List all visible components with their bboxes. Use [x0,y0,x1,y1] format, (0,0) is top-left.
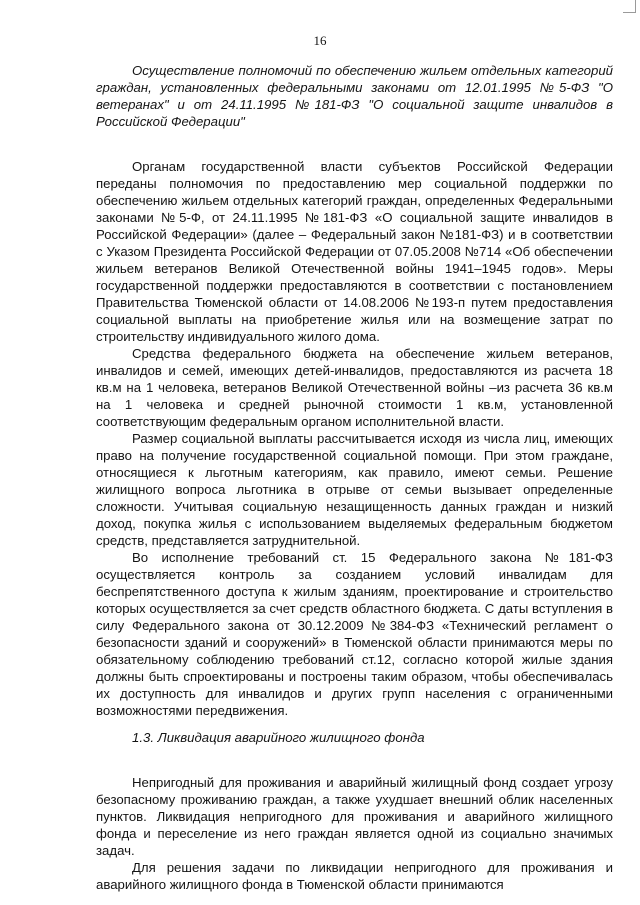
scan-corner-mark [623,0,636,13]
paragraph: Органам государственной власти субъектов Российской Федерации переданы полномочия по предоставлению мер социальной поддержки по обеспечению жильем отдельных категорий граждан, определенных Федеральными законами №5-Ф, от 24.11.1995 №181-ФЗ «О социальной защите инвалидов в Российской Федерации» (далее – Федеральный закон №181-ФЗ) и в соответствии с Указом Президента Российской Федерации от 07.05.2008 №714 «Об обеспечении жильем ветеранов Великой Отечественной войны 1941–1945 годов». Меры государственной поддержки предоставляются в соответствии с постановлением Правительства Тюменской области от 14.08.2006 №193-п путем предоставления социальной выплаты на приобретение жилья или на возмещение затрат по строительству индивидуального жилого дома. [96,159,613,344]
spacer [96,130,613,158]
paragraph: Размер социальной выплаты рассчитывается исходя из числа лиц, имеющих право на получение государственной социальной помощи. При этом граждане, относящиеся к льготным категориям, как правило, имеют семьи. Решение жилищного вопроса льготника в отрыве от семьи вызывает определенные сложности. Учитывая социальную незащищенность данных граждан и низкий доход, покупка жилья с использованием выделяемых федеральным бюджетом средств, представляется затруднительной. [96,431,613,548]
page-number: 16 [313,33,327,48]
spacer [96,746,613,774]
page-content [96,62,613,893]
paragraph: Непригодный для проживания и аварийный жилищный фонд создает угрозу безопасному проживанию граждан, а также ухудшает внешний облик населенных пунктов. Ликвидация непригодного для проживания и аварийного жилищного фонда и переселение из него граждан является одной из социально значимых задач. [96,775,613,858]
section-heading: Осуществление полномочий по обеспечению жильем отдельных категорий граждан, установленных федеральными законами от 12.01.1995 №5-ФЗ "О ветеранах" и от 24.11.1995 №181-ФЗ "О социальной защите инвалидов в Российской Федерации" [96,63,613,129]
subsection-heading: 1.3. Ликвидация аварийного жилищного фонда [132,730,425,745]
spacer [96,719,613,729]
paragraph: Средства федерального бюджета на обеспечение жильем ветеранов, инвалидов и семей, имеющих детей-инвалидов, предоставляются из расчета 18 кв.м на 1 человека, ветеранов Великой Отечественной войны –из расчета 36 кв.м на 1 человека и средней рыночной стоимости 1 кв.м, установленной соответствующим федеральным органом исполнительной власти. [96,346,613,429]
paragraph: Во исполнение требований ст. 15 Федерального закона №181-ФЗ осуществляется контроль за созданием условий инвалидам для беспрепятственного доступа к жилым зданиям, проектирование и строительство которых осуществляется за счет средств областного бюджета. С даты вступления в силу Федерального закона от 30.12.2009 №384-ФЗ «Технический регламент о безопасности зданий и сооружений» в Тюменской области принимаются меры по обязательному соблюдению требований ст.12, согласно которой жилые здания должны быть спроектированы и построены таким образом, чтобы обеспечивалась их доступность для инвалидов и других групп населения с ограниченными возможностями передвижения. [96,550,613,718]
paragraph: Для решения задачи по ликвидации непригодного для проживания и аварийного жилищного фонда в Тюменской области принимаются [96,860,613,892]
